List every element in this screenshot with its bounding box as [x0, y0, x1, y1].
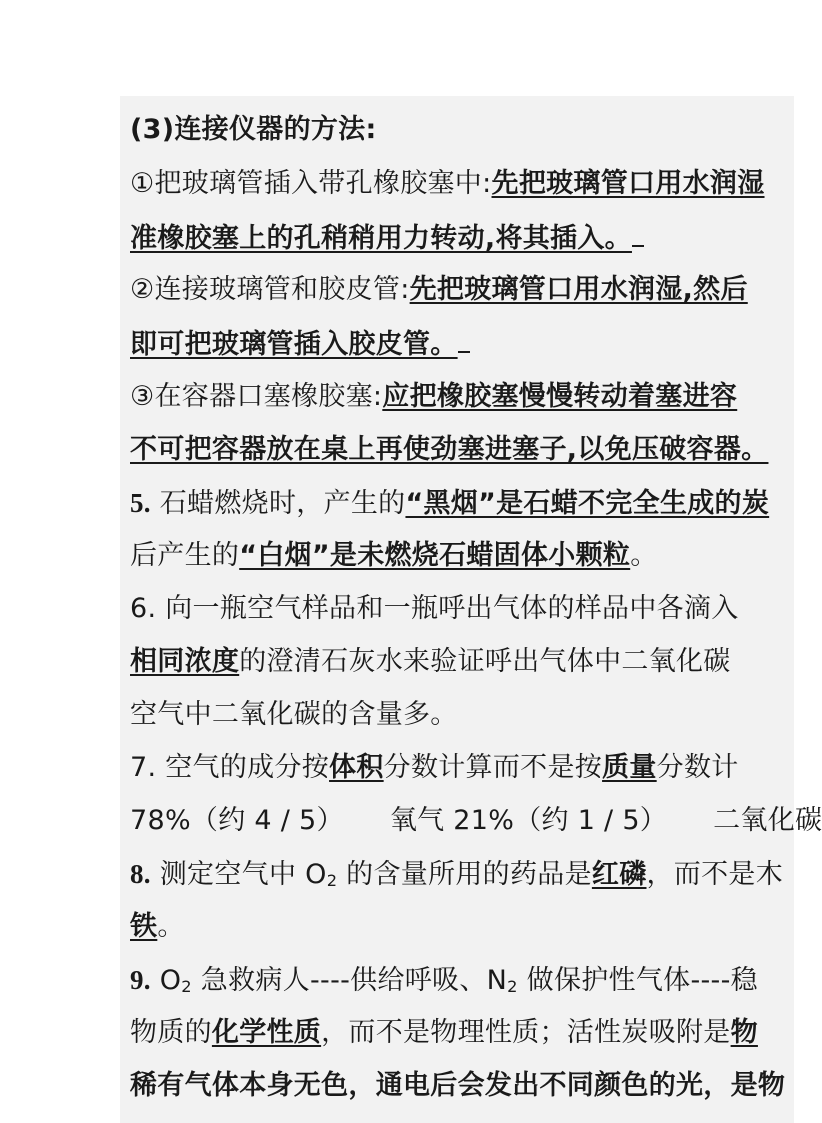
subscript: 2: [326, 871, 338, 890]
text-line: [130, 1068, 785, 1104]
text-line: [130, 750, 739, 786]
text-line: [130, 591, 739, 627]
item-9-text-end: 做保护性气体----稳: [517, 965, 758, 996]
nitrogen-ratio: 78%（约 4 / 5）: [130, 805, 344, 836]
item-9-text-cont: 物质的: [130, 1017, 212, 1048]
item-2-answer-cont: 即可把玻璃管插入胶皮管。: [130, 329, 458, 360]
item-2-label: ②连接玻璃管和胶皮管:: [130, 274, 410, 305]
text-line: [130, 166, 765, 202]
item-5-text-cont: 后产生的: [130, 540, 240, 571]
underline-tail: [632, 219, 644, 247]
item-6-text-cont: 的澄清石灰水来验证呼出气体中二氧化碳: [239, 646, 731, 677]
item-1-answer-cont: 准橡胶塞上的孔稍稍用力转动,将其插入。: [130, 223, 632, 254]
item-9-text-cont-2: ，而不是物理性质；活性炭吸附是: [321, 1017, 731, 1048]
text-line: [130, 432, 768, 468]
item-5-answer: “黑烟”是石蜡不完全生成的炭: [405, 488, 770, 519]
item-7-answer-mass: 质量: [602, 752, 657, 783]
subscript: 2: [507, 977, 518, 996]
punctuation: 。: [157, 911, 185, 942]
item-7-answer-volume: 体积: [329, 752, 384, 783]
text-line: [130, 856, 783, 899]
item-7-text-end: 分数计: [656, 752, 739, 783]
item-1-answer: 先把玻璃管口用水润湿: [491, 168, 765, 199]
text-line: [130, 272, 748, 308]
item-8-answer: 红磷: [591, 859, 647, 890]
text-line: [130, 538, 658, 574]
item-9-text-mid: 急救病人----供给呼吸、N: [191, 965, 508, 996]
item-3-answer-cont: 不可把容器放在桌上再使劲塞进塞子,以免压破容器。: [130, 434, 769, 465]
oxygen-ratio: 氧气 21%（约 1 / 5）: [389, 805, 668, 836]
text-line: [130, 697, 458, 733]
item-8-text: 测定空气中 O: [150, 859, 327, 890]
text-line: [130, 909, 185, 945]
co2-label: 二氧化碳: [713, 805, 822, 836]
subscript: 2: [181, 977, 192, 996]
text-line: [130, 219, 644, 257]
item-3-answer: 应把橡胶塞慢慢转动着塞进容: [382, 381, 738, 412]
text-line: [130, 1015, 758, 1051]
item-7-text: 7. 空气的成分按: [130, 752, 330, 783]
text-line: [130, 485, 769, 522]
punctuation: 。: [630, 540, 658, 571]
text-line: [130, 379, 737, 415]
item-5-text: 石蜡燃烧时，产生的: [150, 488, 406, 519]
text-line: [130, 644, 731, 680]
text-line: [130, 803, 822, 839]
noble-gas-text: 稀有气体本身无色，通电后会发出不同颜色的光，是物: [130, 1070, 786, 1101]
item-number: 8.: [130, 859, 151, 889]
item-8-text-end: ，而不是木: [646, 859, 783, 890]
item-2-answer: 先把玻璃管口用水润湿,然后: [409, 274, 748, 305]
item-6-answer: 相同浓度: [130, 646, 240, 677]
item-9-text: O: [150, 965, 182, 996]
item-3-label: ③在容器口塞橡胶塞:: [130, 381, 383, 412]
text-line: [130, 325, 470, 363]
item-5-answer-2: “白烟”是未燃烧石蜡固体小颗粒: [239, 540, 631, 571]
item-8-answer-2: 铁: [130, 911, 158, 942]
item-number: 9.: [130, 965, 151, 995]
item-6-text: 6. 向一瓶空气样品和一瓶呼出气体的样品中各滴入: [130, 593, 739, 624]
item-9-answer: 化学性质: [211, 1017, 322, 1048]
heading-connect-methods: [130, 112, 377, 148]
heading-text: (3)连接仪器的方法:: [130, 114, 377, 145]
underline-tail: [458, 325, 470, 353]
item-1-label: ①把玻璃管插入带孔橡胶塞中:: [130, 168, 492, 199]
item-9-answer-2: 物: [730, 1017, 758, 1048]
text-line: [130, 962, 758, 1005]
item-7-text-mid: 分数计算而不是按: [383, 752, 603, 783]
item-number: 5.: [130, 488, 151, 518]
item-8-text-mid: 的含量所用的药品是: [337, 859, 592, 890]
item-6-text-end: 空气中二氧化碳的含量多。: [130, 699, 458, 730]
